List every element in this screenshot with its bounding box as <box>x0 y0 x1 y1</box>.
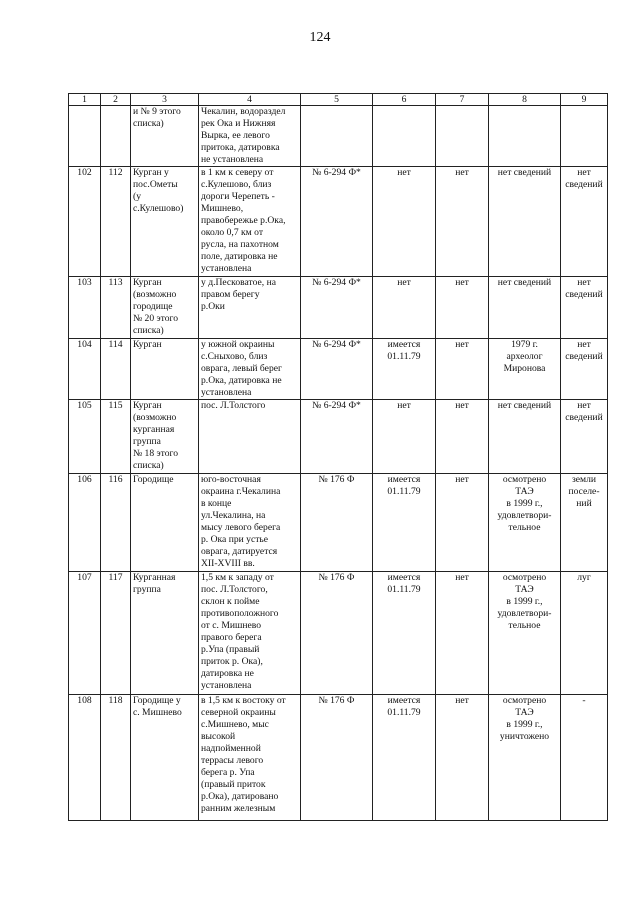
registry-number: 113 <box>101 277 131 339</box>
protection-document <box>301 106 373 167</box>
row-number: 104 <box>69 339 101 400</box>
row-number: 106 <box>69 474 101 572</box>
passport-info: нет <box>373 400 436 474</box>
column-header: 6 <box>373 94 436 106</box>
land-category: нет сведений <box>561 277 608 339</box>
land-category: нет сведений <box>561 400 608 474</box>
column-header: 9 <box>561 94 608 106</box>
column-header: 8 <box>489 94 561 106</box>
column-header: 3 <box>131 94 199 106</box>
table-row <box>69 339 608 400</box>
monument-name: Курган (возможно городище № 20 этого списка) <box>131 277 199 339</box>
monument-location: пос. Л.Толстого <box>199 400 301 474</box>
row-number: 103 <box>69 277 101 339</box>
boundaries-info: нет <box>436 167 489 277</box>
condition-info: нет сведений <box>489 400 561 474</box>
column-header: 7 <box>436 94 489 106</box>
table-row <box>69 572 608 695</box>
table-header-row <box>69 94 608 106</box>
registry-number <box>101 106 131 167</box>
monument-name: Курган (возможно курганная группа № 18 этого списка) <box>131 400 199 474</box>
registry-number: 115 <box>101 400 131 474</box>
condition-info: осмотрено ТАЭ в 1999 г., удовлетвори- тельное <box>489 474 561 572</box>
monument-name: Городище <box>131 474 199 572</box>
monument-name: и № 9 этого списка) <box>131 106 199 167</box>
monument-location: в 1,5 км к востоку от северной окраины с.Мишнево, мыс высокой надпойменной террасы левого берега р. Упа (правый приток р.Ока), датировано ранним железным <box>199 695 301 821</box>
protection-document: № 176 Ф <box>301 572 373 695</box>
protection-document: № 6-294 Ф* <box>301 167 373 277</box>
boundaries-info: нет <box>436 277 489 339</box>
monument-location: юго-восточная окраина г.Чекалина в конце ул.Чекалина, на мысу левого берега р. Ока при устье оврага, датируется XII-XVIII вв. <box>199 474 301 572</box>
boundaries-info: нет <box>436 474 489 572</box>
condition-info: нет сведений <box>489 277 561 339</box>
land-category: нет сведений <box>561 339 608 400</box>
passport-info: имеется 01.11.79 <box>373 695 436 821</box>
monument-location: Чекалин, водораздел рек Ока и Нижняя Вырка, ее левого притока, датировка не установлена <box>199 106 301 167</box>
protection-document: № 6-294 Ф* <box>301 277 373 339</box>
land-category: - <box>561 695 608 821</box>
monument-location: у д.Песковатое, на правом берегу р.Оки <box>199 277 301 339</box>
condition-info: нет сведений <box>489 167 561 277</box>
table-row <box>69 106 608 167</box>
registry-number: 116 <box>101 474 131 572</box>
monument-name: Городище у с. Мишнево <box>131 695 199 821</box>
land-category: земли поселе- ний <box>561 474 608 572</box>
row-number: 102 <box>69 167 101 277</box>
registry-number: 112 <box>101 167 131 277</box>
passport-info <box>373 106 436 167</box>
row-number: 107 <box>69 572 101 695</box>
monuments-table <box>68 93 608 821</box>
table-row <box>69 695 608 821</box>
row-number: 108 <box>69 695 101 821</box>
boundaries-info: нет <box>436 572 489 695</box>
registry-number: 114 <box>101 339 131 400</box>
condition-info: 1979 г. археолог Миронова <box>489 339 561 400</box>
land-category <box>561 106 608 167</box>
boundaries-info <box>436 106 489 167</box>
monument-location: 1,5 км к западу от пос. Л.Толстого, склон к пойме противоположного от с. Мишнево правого берега р.Упа (правый приток р. Ока), датировка не установлена <box>199 572 301 695</box>
registry-number: 118 <box>101 695 131 821</box>
land-category: нет сведений <box>561 167 608 277</box>
protection-document: № 176 Ф <box>301 474 373 572</box>
land-category: луг <box>561 572 608 695</box>
condition-info: осмотрено ТАЭ в 1999 г., уничтожено <box>489 695 561 821</box>
protection-document: № 176 Ф <box>301 695 373 821</box>
monument-location: в 1 км к северу от с.Кулешово, близ дороги Черепеть - Мишнево, правобережье р.Ока, около 0,7 км от русла, на пахотном поле, датировка не установлена <box>199 167 301 277</box>
monument-name: Курганная группа <box>131 572 199 695</box>
passport-info: нет <box>373 277 436 339</box>
row-number: 105 <box>69 400 101 474</box>
monument-name: Курган <box>131 339 199 400</box>
passport-info: имеется 01.11.79 <box>373 572 436 695</box>
boundaries-info: нет <box>436 339 489 400</box>
condition-info: осмотрено ТАЭ в 1999 г., удовлетвори- тельное <box>489 572 561 695</box>
passport-info: имеется 01.11.79 <box>373 339 436 400</box>
passport-info: имеется 01.11.79 <box>373 474 436 572</box>
monument-name: Курган у пос.Ометы (у с.Кулешово) <box>131 167 199 277</box>
table-row <box>69 277 608 339</box>
passport-info: нет <box>373 167 436 277</box>
condition-info <box>489 106 561 167</box>
table-row <box>69 474 608 572</box>
registry-number: 117 <box>101 572 131 695</box>
page-number: 124 <box>309 30 331 45</box>
monument-location: у южной окраины с.Сныхово, близ оврага, левый берег р.Ока, датировка не установлена <box>199 339 301 400</box>
protection-document: № 6-294 Ф* <box>301 339 373 400</box>
row-number <box>69 106 101 167</box>
column-header: 2 <box>101 94 131 106</box>
boundaries-info: нет <box>436 400 489 474</box>
protection-document: № 6-294 Ф* <box>301 400 373 474</box>
table-row <box>69 167 608 277</box>
column-header: 5 <box>301 94 373 106</box>
column-header: 1 <box>69 94 101 106</box>
table-row <box>69 400 608 474</box>
column-header: 4 <box>199 94 301 106</box>
boundaries-info: нет <box>436 695 489 821</box>
